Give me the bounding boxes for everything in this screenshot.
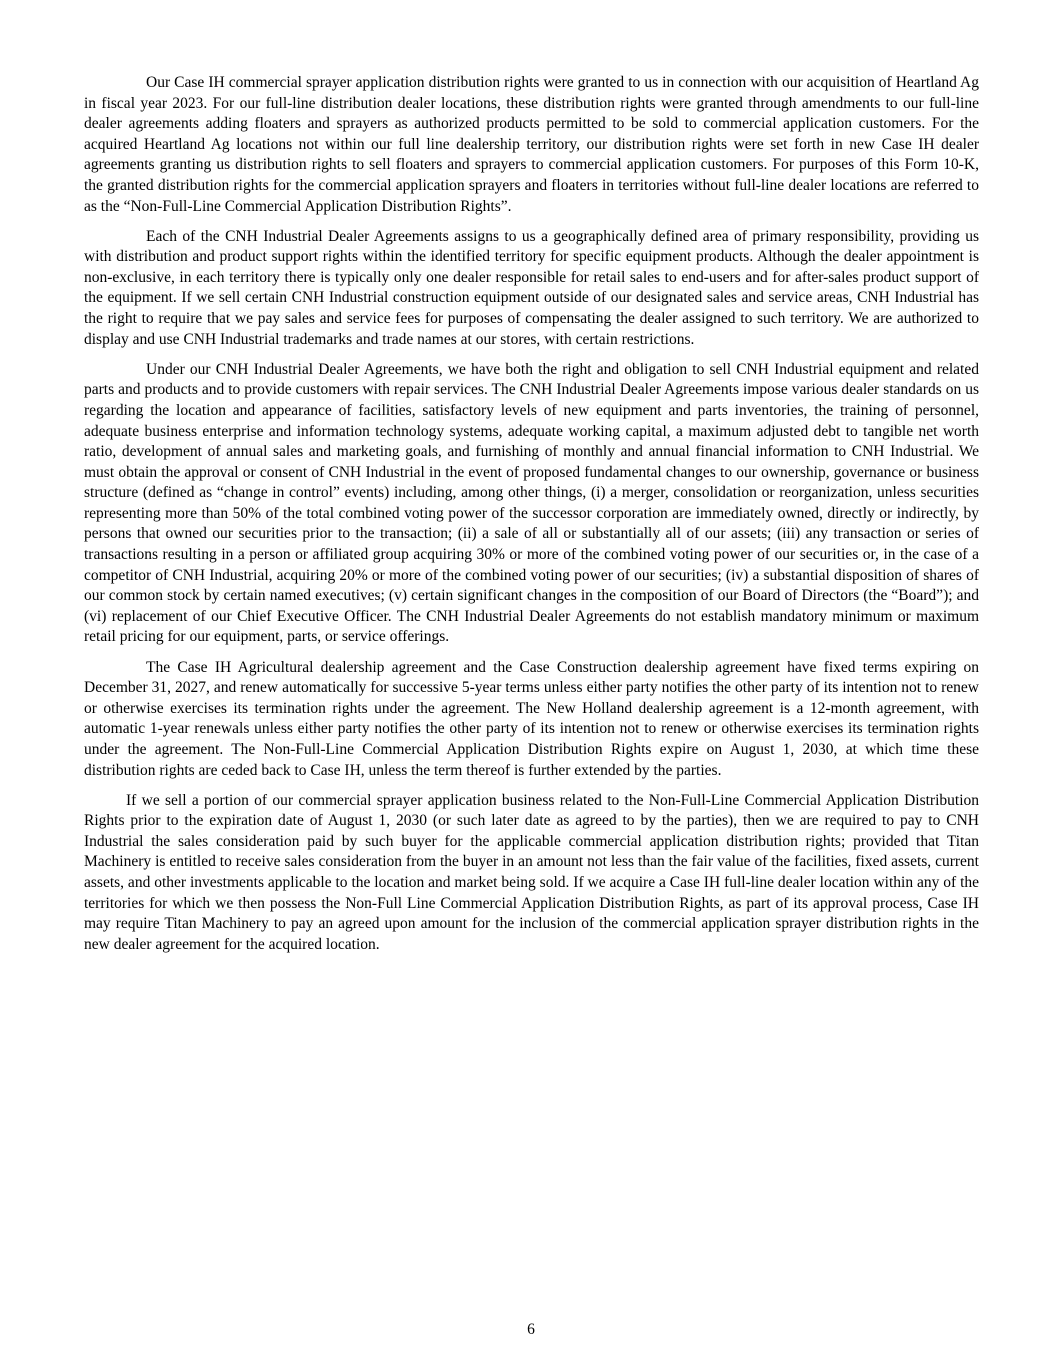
paragraph-dealer-obligations: Under our CNH Industrial Dealer Agreements, we have both the right and obligation to sell CNH Industrial equipment and related parts and products and to provide customers with repair services. The CNH Industrial Dealer Agreements impose various dealer standards on us regarding the location and appearance of facilities, satisfactory levels of new equipment and parts inventories, the training of personnel, adequate business enterprise and information technology systems, adequate working capital, a maximum adjusted debt to tangible net worth ratio, development of annual sales and marketing goals, and furnishing of monthly and annual financial information to CNH Industrial. We must obtain the approval or consent of CNH Industrial in the event of proposed fundamental changes to our ownership, governance or business structure (defined as “change in control” events) including, among other things, (i) a merger, consolidation or reorganization, unless securities representing more than 50% of the total combined voting power of the successor corporation are immediately owned, directly or indirectly, by persons that owned our securities prior to the transaction; (ii) a sale of all or substantially all of our assets; (iii) any transaction or series of transactions resulting in a person or affiliated group acquiring 30% or more of the combined voting power of our securities or, in the case of a competitor of CNH Industrial, acquiring 20% or more of the combined voting power of our securities; (iv) a substantial disposition of shares of our common stock by certain named executives; (v) certain significant changes in the composition of our Board of Directors (the “Board”); and (vi) replacement of our Chief Executive Officer. The CNH Industrial Dealer Agreements do not establish mandatory minimum or maximum retail pricing for our equipment, parts, or service offerings. (84, 360, 979, 646)
paragraph-sale-consideration: If we sell a portion of our commercial sprayer application business related to the Non-Full-Line Commercial Application Distribution Rights prior to the expiration date of August 1, 2030 (or such later date as agreed to by the parties), then we are required to pay to CNH Industrial the sales consideration paid by such buyer for the applicable commercial application distribution rights; provided that Titan Machinery is entitled to receive sales consideration from the buyer in an amount not less than the fair value of the facilities, fixed assets, current assets, and other investments applicable to the location and market being sold. If we acquire a Case IH full-line dealer location within any of the territories for which we then possess the Non-Full Line Commercial Application Distribution Rights, as part of its approval process, Case IH may require Titan Machinery to pay an agreed upon amount for the inclusion of the commercial application sprayer distribution rights in the new dealer agreement for the acquired location. (84, 791, 979, 953)
page-number: 6 (527, 1321, 535, 1338)
document-body (84, 73, 979, 965)
paragraph-agreement-terms: The Case IH Agricultural dealership agreement and the Case Construction dealership agreement have fixed terms expiring on December 31, 2027, and renew automatically for successive 5-year terms unless either party notifies the other party of its intention not to renew or otherwise exercises its termination rights under the agreement. The New Holland dealership agreement is a 12-month agreement, with automatic 1-year renewals unless either party notifies the other party of its intention not to renew or otherwise exercises its termination rights under the agreement. The Non-Full-Line Commercial Application Distribution Rights expire on August 1, 2030, at which time these distribution rights are ceded back to Case IH, unless the term thereof is further extended by the parties. (84, 658, 979, 779)
paragraph-distribution-rights: Our Case IH commercial sprayer application distribution rights were granted to us in connection with our acquisition of Heartland Ag in fiscal year 2023. For our full-line distribution dealer locations, these distribution rights were granted through amendments to our full-line dealer agreements adding floaters and sprayers as authorized products permitted to be sold to commercial application customers. For the acquired Heartland Ag locations not within our full line dealership territory, our distribution rights were set forth in new Case IH dealer agreements granting us distribution rights to sell floaters and sprayers to commercial application customers. For purposes of this Form 10-K, the granted distribution rights for the commercial application sprayers and floaters in territories without full-line dealer locations are referred to as the “Non-Full-Line Commercial Application Distribution Rights”. (84, 74, 979, 215)
paragraph-territory: Each of the CNH Industrial Dealer Agreements assigns to us a geographically defined area of primary responsibility, providing us with distribution and product support rights within the identified territory for specific equipment products. Although the dealer appointment is non-exclusive, in each territory there is typically only one dealer responsible for retail sales to end-users and for after-sales product support of the equipment. If we sell certain CNH Industrial construction equipment outside of our designated sales and service areas, CNH Industrial has the right to require that we pay sales and service fees for purposes of compensating the dealer assigned to such territory. We are authorized to display and use CNH Industrial trademarks and trade names at our stores, with certain restrictions. (84, 227, 979, 348)
